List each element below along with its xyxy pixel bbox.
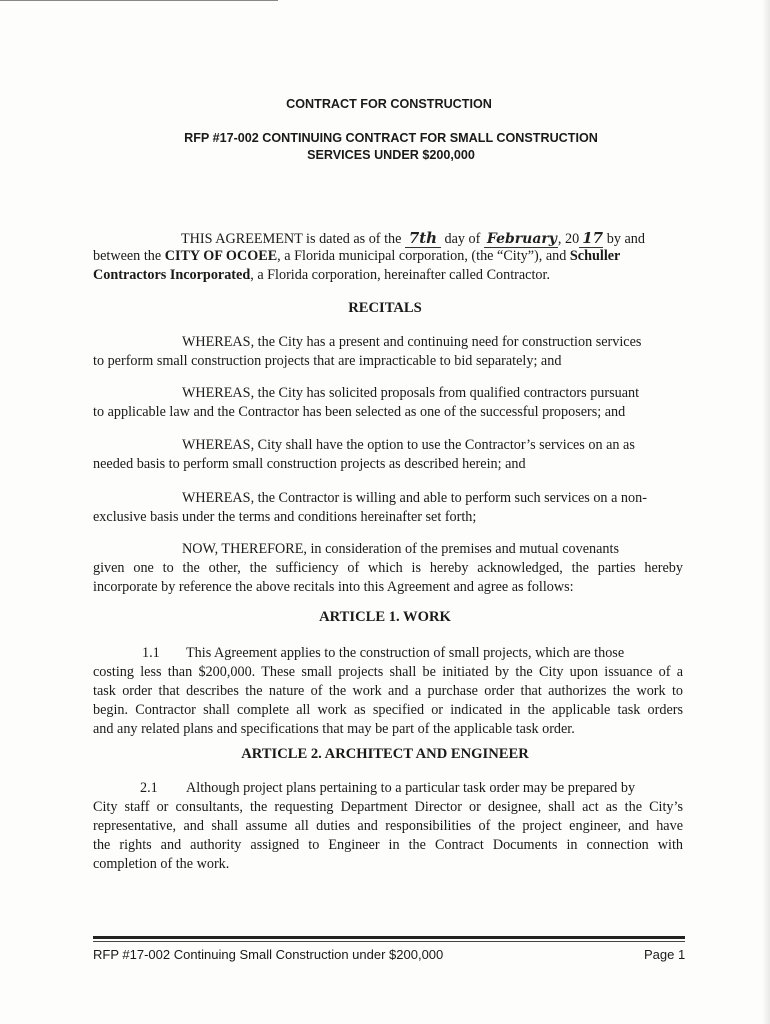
article-1-heading: ARTICLE 1. WORK <box>319 609 451 625</box>
section-1-1-line-4: begin. Contractor shall complete all work as specified or indicated in the applicable task orders <box>93 702 683 718</box>
document-subtitle <box>6 130 770 164</box>
recital-3-line-1: WHEREAS, City shall have the option to use the Contractor’s services on an as <box>182 437 635 453</box>
scan-edge-line <box>0 0 278 1</box>
recital-2-line-2: to applicable law and the Contractor has been selected as one of the successful proposers; and <box>93 404 626 420</box>
section-2-1-line-2: City staff or consultants, the requesting Department Director or designee, shall act as the City’s <box>93 799 683 815</box>
document-title: CONTRACT FOR CONSTRUCTION <box>286 97 492 111</box>
section-2-1-line-3: representative, and shall assume all duties and responsibilities of the project engineer, and have <box>93 818 683 834</box>
section-1-1-line-2: costing less than $200,000. These small projects shall be initiated by the City upon issuance of a <box>93 664 683 680</box>
section-2-1-line-1: Although project plans pertaining to a particular task order may be prepared by <box>186 780 636 796</box>
subtitle-line-2: SERVICES UNDER $200,000 <box>307 148 475 162</box>
footer-document-ref: RFP #17-002 Continuing Small Construction under $200,000 <box>93 947 444 962</box>
contractor-name-b: Contractors Incorporated <box>93 267 251 283</box>
recital-1-line-2: to perform small construction projects that are impracticable to bid separately; and <box>93 353 562 369</box>
section-1-1-line-3: task order that describes the nature of the work and a purchase order that authorizes the work to <box>93 683 683 699</box>
intro-line-3: Contractors Incorporated, a Florida corporation, hereinafter called Contractor. <box>93 267 551 283</box>
section-1-1-number: 1.1 <box>142 645 160 661</box>
contractor-name-a: Schuller <box>569 248 621 264</box>
section-2-1-number: 2.1 <box>140 780 158 796</box>
intro-line-2: between the CITY OF OCOEE, a Florida municipal corporation, (the “City”), and Schuller <box>93 248 621 264</box>
section-2-1-line-4: the rights and authority assigned to Engineer in the Contract Documents in connection with <box>93 837 683 853</box>
recital-5-line-3: incorporate by reference the above recitals into this Agreement and agree as follows: <box>93 579 574 595</box>
recitals-heading: RECITALS <box>348 300 422 316</box>
section-1-1-line-5: and any related plans and specifications that may be part of the applicable task order. <box>93 721 575 737</box>
footer-page-number: Page 1 <box>644 947 686 962</box>
handwritten-month: February <box>484 231 558 248</box>
section-2-1-line-5: completion of the work. <box>93 856 230 872</box>
intro-line-1: THIS AGREEMENT is dated as of the 7th day of February, 20 17 by and <box>181 229 645 247</box>
section-1-1-line-1: This Agreement applies to the construction of small projects, which are those <box>186 645 625 661</box>
recital-4-line-2: exclusive basis under the terms and conditions hereinafter set forth; <box>93 509 477 525</box>
footer-rule-thin <box>93 941 685 942</box>
handwritten-day: 7th <box>405 229 441 248</box>
recital-3-line-2: needed basis to perform small construction projects as described herein; and <box>93 456 526 472</box>
recital-5-line-2: given one to the other, the sufficiency of which is hereby acknowledged, the parties hereby <box>93 560 683 576</box>
city-name: CITY OF OCOEE <box>164 248 278 264</box>
article-2-heading: ARTICLE 2. ARCHITECT AND ENGINEER <box>241 746 529 762</box>
recital-2-line-1: WHEREAS, the City has solicited proposals from qualified contractors pursuant <box>182 385 640 401</box>
recital-1-line-1: WHEREAS, the City has a present and continuing need for construction services <box>182 334 642 350</box>
recital-4-line-1: WHEREAS, the Contractor is willing and able to perform such services on a non- <box>182 490 647 506</box>
recital-5-line-1: NOW, THEREFORE, in consideration of the premises and mutual covenants <box>182 541 619 557</box>
handwritten-year: 17 <box>579 229 603 248</box>
footer-rule-thick <box>93 936 685 939</box>
subtitle-line-1: RFP #17-002 CONTINUING CONTRACT FOR SMALL CONSTRUCTION <box>184 131 598 145</box>
